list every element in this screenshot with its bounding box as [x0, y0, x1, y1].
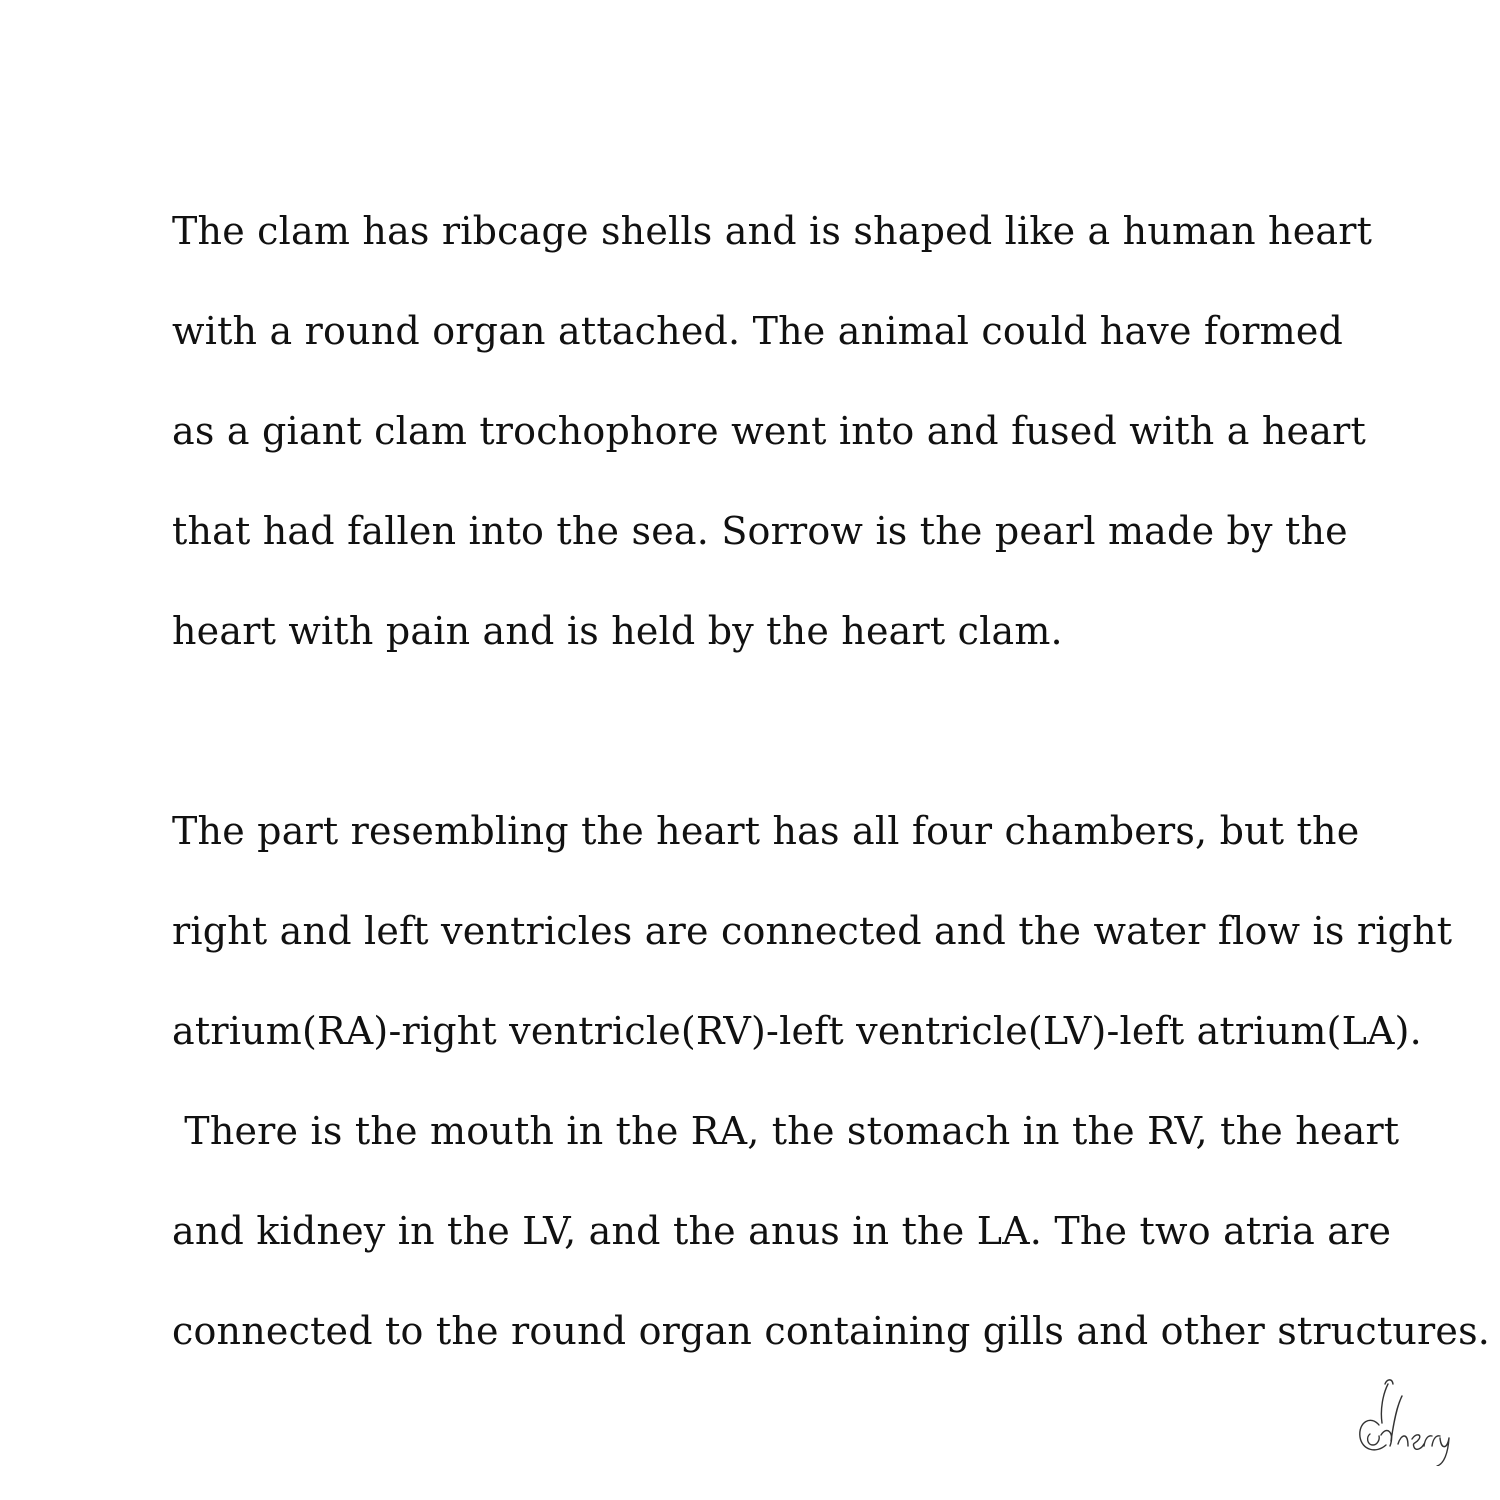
paragraph-2-line-3: atrium(RA)-right ventricle(RV)-left ventricle(LV)-left atrium(LA).: [172, 1009, 1422, 1053]
paragraph-2-line-1: The part resembling the heart has all four chambers, but the: [172, 809, 1360, 853]
paragraph-1-line-1: The clam has ribcage shells and is shaped like a human heart: [172, 209, 1373, 253]
paragraph-2-line-2: right and left ventricles are connected and the water flow is right: [172, 909, 1453, 953]
paragraph-1-line-2: with a round organ attached. The animal could have formed: [172, 309, 1344, 353]
paragraph-2-line-4: There is the mouth in the RA, the stomach in the RV, the heart: [172, 1109, 1400, 1153]
paragraph-1-line-3: as a giant clam trochophore went into and fused with a heart: [172, 409, 1366, 453]
paragraph-2-line-6: connected to the round organ containing gills and other structures.: [172, 1309, 1491, 1353]
paragraph-1-line-5: heart with pain and is held by the heart clam.: [172, 609, 1063, 653]
paragraph-2-line-5: and kidney in the LV, and the anus in the LA. The two atria are: [172, 1209, 1392, 1253]
signature-mark: [1352, 1376, 1452, 1466]
paragraph-1-line-4: that had fallen into the sea. Sorrow is the pearl made by the: [172, 509, 1348, 553]
